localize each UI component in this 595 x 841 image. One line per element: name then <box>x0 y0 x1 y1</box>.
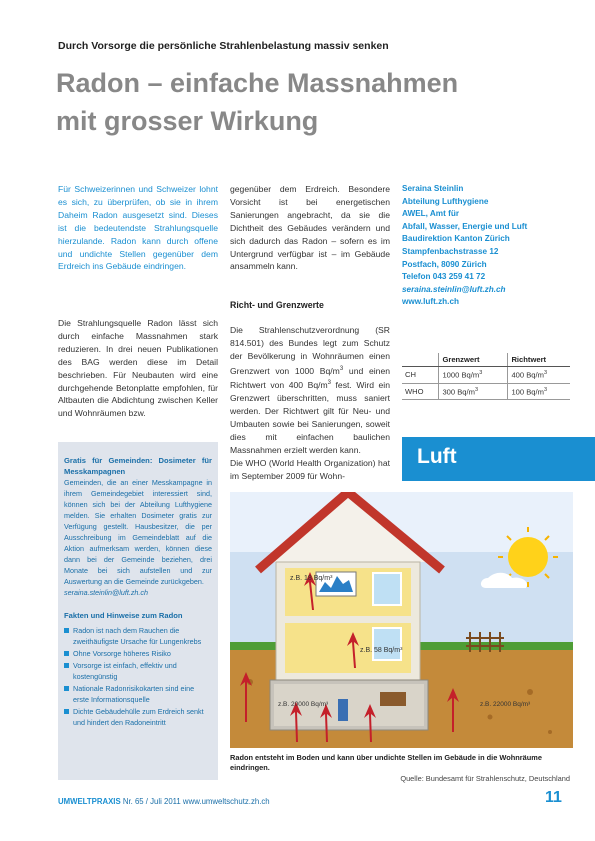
table-cell-richtwert: 400 $Bq/m^3$ <box>508 367 570 384</box>
contact-street: Stampfenbachstrasse 12 <box>402 246 499 256</box>
kicker: Durch Vorsorge die persönliche Strahlenbelastung massiv senken <box>58 40 389 52</box>
contact-dept: Abteilung Lufthygiene <box>402 196 489 206</box>
headline-line-2: mit grosser Wirkung <box>56 106 319 136</box>
contact-email-link[interactable]: seraina.steinlin@luft.zh.ch <box>402 284 506 294</box>
table-cell-grenzwert: 300 $Bq/m^3$ <box>439 383 508 400</box>
list-item: Ohne Vorsorge höheres Risiko <box>64 648 212 659</box>
limit-values-table <box>402 353 570 400</box>
headline <box>56 64 576 140</box>
table-row <box>402 367 570 384</box>
list-item: Dichte Gebäudehülle zum Erdreich senkt und hindert den Radoneintritt <box>64 706 212 728</box>
contact-org: AWEL, Amt für <box>402 209 460 219</box>
footer-issue: Nr. 65 / Juli 2011 www.umweltschutz.zh.ch <box>120 797 270 806</box>
label-soil-right: z.B. 22000 Bq/m³ <box>480 701 531 708</box>
window-upper <box>373 573 401 605</box>
contact-dir: Baudirektion Kanton Zürich <box>402 234 510 244</box>
basement-shelf <box>380 692 406 706</box>
sidebar-title-facts: Fakten und Hinweise zum Radon <box>64 611 183 620</box>
body-paragraph-2: gegenüber dem Erdreich. Besondere Vorsicht ist bei energetischen Sanierungen angebracht, da sie die Dichtheit des Gebäudes verändern und sich dadurch das Radon – sofern es im Untergrund verfügbar ist – im Gebäude ansammeln kann. <box>230 184 390 272</box>
body3-sup-2: 3 <box>327 380 332 387</box>
facts-list <box>64 625 212 728</box>
window-lower <box>373 628 401 660</box>
table-header-row <box>402 353 570 367</box>
table-cell-richtwert: 100 $Bq/m^3$ <box>508 383 570 400</box>
body-paragraph-3 <box>230 324 390 483</box>
contact-org2: Abfall, Wasser, Energie und Luft <box>402 221 528 231</box>
bullet-icon <box>64 663 69 668</box>
table-cell-label: CH <box>402 367 439 384</box>
bullet-icon <box>64 651 69 656</box>
body3-text-a: Die Strahlenschutzverordnung (SR 814.501) des Bundes legt zum Schutz der Bevölkerung in Wohnräumen einen Grenzwert von 1000 Bq/m <box>230 325 390 376</box>
contact-city: Postfach, 8090 Zürich <box>402 259 487 269</box>
sidebar-title-dosimeter: Gratis für Gemeinden: Dosimeter für Messkampagnen <box>64 456 212 476</box>
radon-house-illustration <box>230 492 573 748</box>
sidebar-email-link[interactable]: seraina.steinlin@luft.zh.ch <box>64 588 149 597</box>
bullet-icon <box>64 628 69 633</box>
figure-caption: Radon entsteht im Boden und kann über undichte Stellen im Gebäude in die Wohnräume eindringen. <box>230 753 542 772</box>
body3-text-who: Die WHO (World Health Organization) hat im September 2009 für Wohn- <box>230 457 390 481</box>
footer <box>58 797 270 806</box>
contact-web-link[interactable]: www.luft.zh.ch <box>402 297 460 307</box>
table-header-grenzwert: Grenzwert <box>439 353 508 367</box>
list-item: Radon ist nach dem Rauchen die zweithäufigste Ursache für Lungenkrebs <box>64 625 212 647</box>
label-middle-level: z.B. 58 Bq/m³ <box>360 647 403 654</box>
label-soil-left: z.B. 20000 Bq/m³ <box>278 701 329 708</box>
page-number: 11 <box>545 789 562 806</box>
table-cell-grenzwert: 1000 $Bq/m^3$ <box>439 367 508 384</box>
table-header-richtwert: Richtwert <box>508 353 570 367</box>
contact-phone: Telefon 043 259 41 72 <box>402 272 486 282</box>
list-item: Vorsorge ist einfach, effektiv und kostengünstig <box>64 660 212 682</box>
contact-block <box>402 183 572 309</box>
bullet-icon <box>64 709 69 714</box>
contact-name: Seraina Steinlin <box>402 184 464 193</box>
label-upper-level: z.B. 18 Bq/m³ <box>290 575 333 582</box>
body3-text-b: und einen Richtwert von 400 Bq/m <box>230 365 390 391</box>
sidebar-box <box>58 442 218 780</box>
table-header-empty <box>402 353 439 367</box>
section-tag-label: Luft <box>417 445 457 468</box>
body3-text-c: fest. Wird ein Grenzwert überschritten, muss saniert werden. Der Richtwert gilt für Neu- und Umbauten sowie bei Sanierungen, soweit dies mit einfachen baulichen Massnahmen erzielt werden kann. <box>230 380 390 455</box>
sidebar-text-dosimeter: Gemeinden, die an einer Messkampagne in ihrem Gemeindegebiet interessiert sind, können sich bei der Abteilung Lufthygiene melden. Sie erhalten Dosimeter gratis zur Verfügung gestellt. Hausbesitzer, die per Ausschreibung im Gemeindeblatt auf die Aktion aufmerksam werden, können diese dann bei der Gemeinde beziehen, drei Monate bei sich aufstellen und zur Auswertung an die Gemeinde zurückgeben. <box>64 478 212 586</box>
basement-barrel <box>338 699 348 721</box>
bullet-icon <box>64 686 69 691</box>
table-row <box>402 383 570 400</box>
footer-brand: UMWELTPRAXIS <box>58 797 121 806</box>
figure-source: Quelle: Bundesamt für Strahlenschutz, Deutschland <box>400 774 570 783</box>
subheading-richt-grenzwerte: Richt- und Grenzwerte <box>230 300 324 310</box>
headline-line-1: Radon – einfache Massnahmen <box>56 68 459 98</box>
body3-sup-1: 3 <box>339 365 344 372</box>
body-paragraph-1: Die Strahlungsquelle Radon lässt sich durch einfache Massnahmen stark reduzieren. In drei neuen Publikationen des BAG werden diese im Detail beschrieben. Für Neubauten wird eine durchgehende Betonplatte empfohlen, für Altbauten die Abdichtung zwischen Keller und Wohnräumen bzw. <box>58 318 218 419</box>
table-cell-label: WHO <box>402 383 439 400</box>
lead-paragraph: Für Schweizerinnen und Schweizer lohnt es sich, zu überprüfen, ob sie in ihrem Daheim Radon ausgesetzt sind. Dieses ist die bedeutendste Strahlungsquelle hierzulande. Radon kann durch offene und undichte Stellen gegenüber dem Erdreich ins Gebäude eindringen. <box>58 184 218 272</box>
list-item: Nationale Radonrisikokarten sind eine erste Informationsquelle <box>64 683 212 705</box>
section-tag <box>402 437 595 481</box>
